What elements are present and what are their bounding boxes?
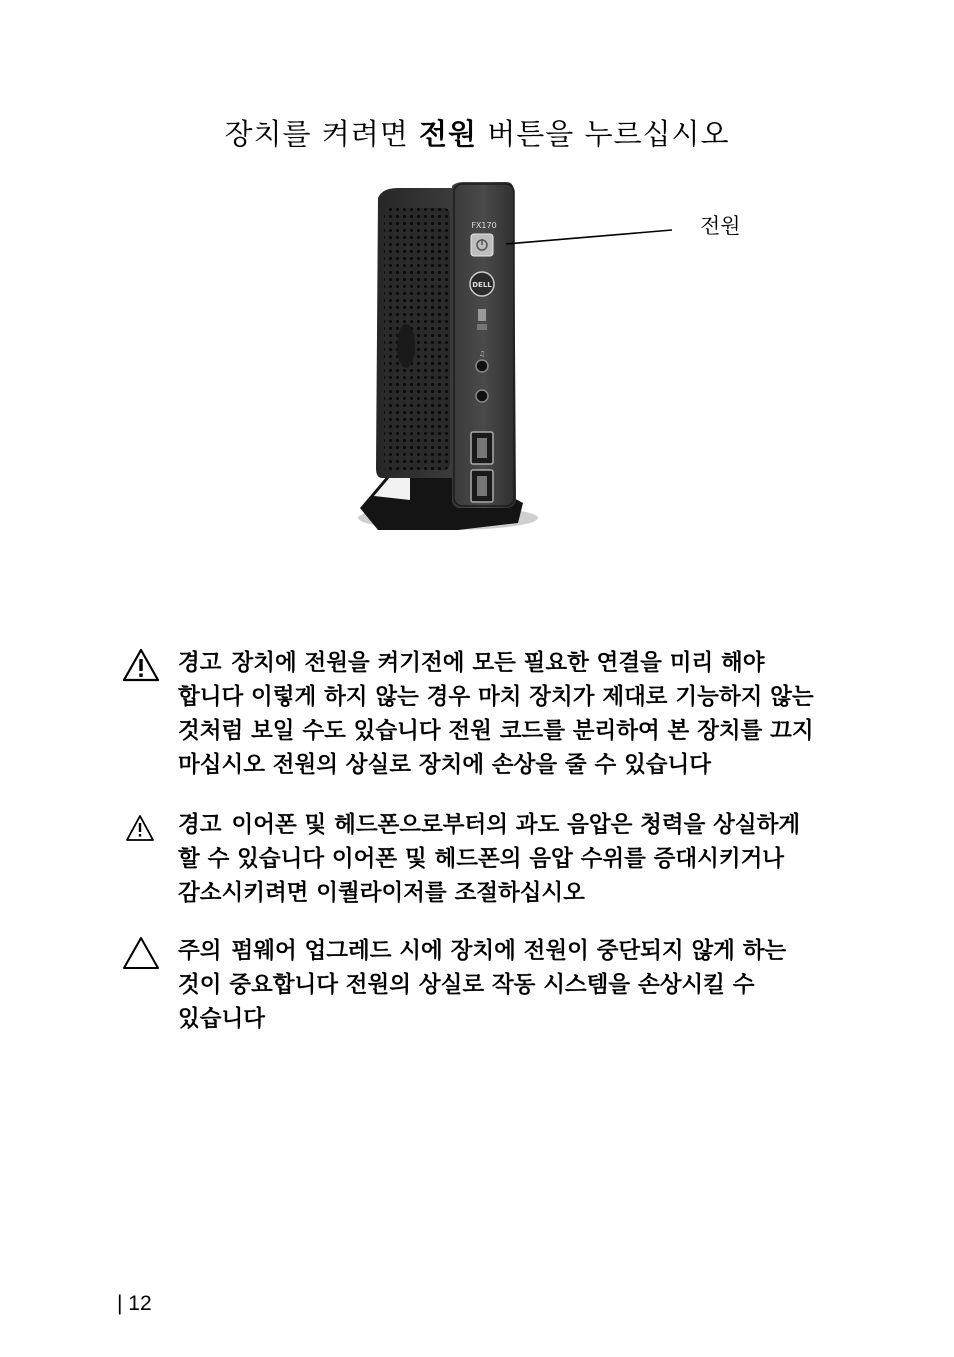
notice-line: 장치에 전원을 켜기전에 모든 필요한 연결을 미리 해야 xyxy=(231,650,765,676)
notice-line: 있습니다 xyxy=(178,1006,265,1032)
caution-notice xyxy=(122,934,882,1036)
microphone-jack-icon xyxy=(476,390,488,402)
warning-small-icon xyxy=(122,810,160,844)
notice-line: 것이 중요합니다 전원의 상실로 작동 시스템을 손상시킬 수 xyxy=(178,972,755,998)
heading-text-after: 버튼을 누르십시오 xyxy=(477,117,730,151)
notice-line: 할 수 있습니다 이어폰 및 헤드폰의 음압 수위를 증대시키거나 xyxy=(178,846,785,872)
page-heading xyxy=(0,112,954,153)
page-number: | 12 xyxy=(117,1292,152,1315)
power-callout-label: 전원 xyxy=(700,214,741,238)
notice-label: 경고 xyxy=(178,650,222,676)
brand-label: DELL xyxy=(472,281,492,289)
warning-icon xyxy=(122,648,160,682)
svg-text:♫: ♫ xyxy=(478,350,486,358)
notice-line: 감소시키려면 이퀄라이저를 조절하십시오 xyxy=(178,880,585,906)
notice-line: 마십시오 전원의 상실로 장치에 손상을 줄 수 있습니다 xyxy=(178,752,712,778)
warning-notice-1 xyxy=(122,646,882,782)
notice-line: 이어폰 및 헤드폰으로부터의 과도 음압은 청력을 상실하게 xyxy=(231,812,801,838)
notice-line: 합니다 이렇게 하지 않는 경우 마치 장치가 제대로 기능하지 않는 xyxy=(178,684,814,710)
heading-bold-power: 전원 xyxy=(418,117,477,151)
warning-notice-2 xyxy=(122,808,882,910)
heading-text-before: 장치를 켜려면 xyxy=(224,117,419,151)
headphone-jack-icon xyxy=(476,360,488,372)
thin-client-device-image xyxy=(338,178,544,548)
notice-line: 펌웨어 업그레드 시에 장치에 전원이 중단되지 않게 하는 xyxy=(231,938,787,964)
notice-label: 경고 xyxy=(178,812,222,838)
caution-icon xyxy=(122,936,160,970)
notice-line: 것처럼 보일 수도 있습니다 전원 코드를 분리하여 본 장치를 끄지 xyxy=(178,718,814,744)
notice-label: 주의 xyxy=(178,938,222,964)
model-label: FX170 xyxy=(471,221,497,230)
